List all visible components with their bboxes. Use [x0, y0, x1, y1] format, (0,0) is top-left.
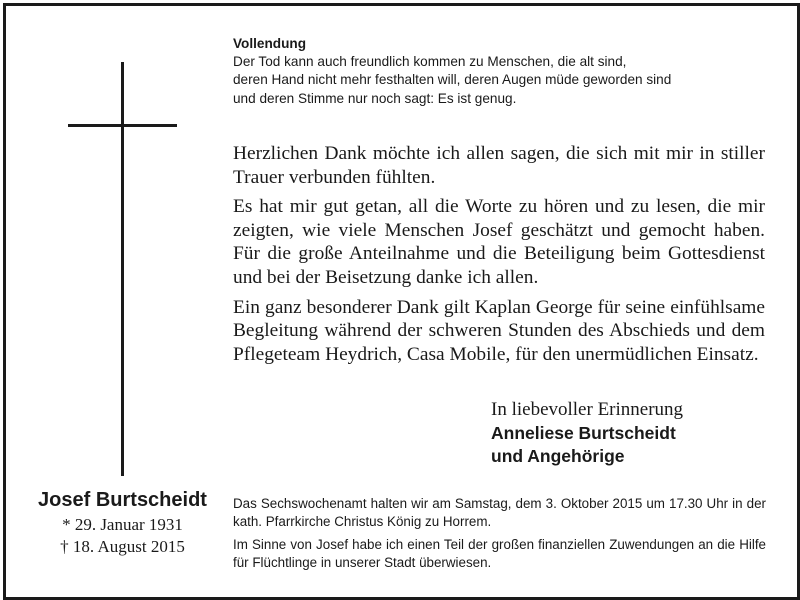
cross-horizontal-bar [68, 124, 177, 127]
thanks-paragraph: Es hat mir gut getan, all die Worte zu hören und zu lesen, die mir zeigten, wie viele Menschen Josef geschätzt und gemocht haben. Für die große Anteilnahme und die Beteiligung beim Gottesdienst und bei der Beisetzung danke ich allen. [233, 196, 765, 288]
poem-line: und deren Stimme nur noch sagt: Es ist genug. [233, 90, 517, 106]
signature-relatives: und Angehörige [491, 446, 625, 466]
thanks-text [233, 142, 765, 372]
poem-title: Vollendung [233, 36, 306, 51]
signature [491, 398, 683, 469]
poem [233, 35, 773, 108]
poem-line: Der Tod kann auch freundlich kommen zu Menschen, die alt sind, [233, 54, 627, 70]
service-note: Das Sechswochenamt halten wir am Samstag, dem 3. Oktober 2015 um 17.30 Uhr in der kath. Pfarrkirche Christus König zu Horrem. [233, 496, 766, 530]
donation-note: Im Sinne von Josef habe ich einen Teil der großen finanziellen Zuwendungen an die Hilfe für Flüchtlinge in unserer Stadt überwiesen. [233, 536, 766, 571]
deceased-info [20, 486, 225, 558]
poem-line: deren Hand nicht mehr festhalten will, deren Augen müde geworden sind [233, 72, 672, 88]
deceased-name: Josef Burtscheidt [38, 489, 207, 511]
signature-intro: In liebevoller Erinnerung [491, 399, 684, 420]
thanks-paragraph: Ein ganz besonderer Dank gilt Kaplan George für seine einfühlsame Begleitung während der schweren Stunden des Abschieds und dem Pflegeteam Heydrich, Casa Mobile, für den unermüdlichen Einsatz. [233, 296, 765, 365]
thanks-paragraph: Herzlichen Dank möchte ich allen sagen, die sich mit mir in stiller Trauer verbunden fühlten. [233, 143, 765, 188]
death-date: † 18. August 2015 [60, 537, 185, 556]
footer-notes [233, 495, 766, 577]
birth-date: * 29. Januar 1931 [62, 515, 183, 534]
signature-name: Anneliese Burtscheidt [491, 422, 676, 443]
